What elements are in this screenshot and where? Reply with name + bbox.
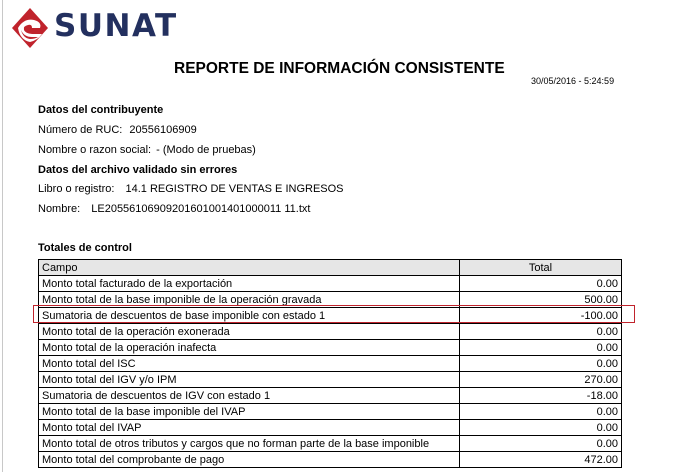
libro-label: Libro o registro:: [38, 183, 115, 195]
cell-campo: Monto total del ISC: [39, 356, 460, 372]
cell-campo: Monto total del IGV y/o IPM: [39, 372, 460, 388]
cell-total: 0.00: [460, 404, 622, 420]
cell-total: 0.00: [460, 356, 622, 372]
table-row: [39, 436, 622, 452]
cell-total: -18.00: [460, 388, 622, 404]
cell-campo: Monto total de la operación exonerada: [39, 324, 460, 340]
ruc-value: 20556106909: [129, 124, 197, 136]
cell-campo: Monto total de la base imponible del IVAP: [39, 404, 460, 420]
cell-total: 0.00: [460, 340, 622, 356]
table-header-row: [39, 260, 622, 276]
nombre-archivo-line: [38, 203, 310, 215]
cell-campo: Sumatoria de descuentos de base imponible con estado 1: [39, 308, 460, 324]
sunat-logo: [10, 6, 200, 52]
sunat-diamond-logo-icon: [10, 6, 50, 50]
cell-campo: Monto total del comprobante de pago: [39, 452, 460, 468]
report-title: REPORTE DE INFORMACIÓN CONSISTENTE: [174, 60, 505, 77]
totales-heading: Totales de control: [38, 242, 132, 254]
razon-social-value: - (Modo de pruebas): [156, 144, 256, 156]
report-datetime: 30/05/2016 - 5:24:59: [531, 76, 615, 86]
ruc-label: Número de RUC:: [38, 124, 123, 136]
cell-total: -100.00: [460, 308, 622, 324]
cell-total: 0.00: [460, 276, 622, 292]
table-row: [39, 388, 622, 404]
table-row: [39, 452, 622, 468]
table-row: [39, 276, 622, 292]
cell-total: 0.00: [460, 436, 622, 452]
cell-campo: Monto total de la operación inafecta: [39, 340, 460, 356]
ruc-line: [38, 124, 197, 136]
table-row: [39, 308, 622, 324]
column-header-campo: Campo: [39, 260, 460, 276]
page-left-border: [2, 0, 3, 472]
column-header-total: Total: [460, 260, 622, 276]
table-row: [39, 292, 622, 308]
cell-total: 0.00: [460, 324, 622, 340]
cell-total: 472.00: [460, 452, 622, 468]
nombre-archivo-value: LE20556106909201601001401000011 11.txt: [91, 203, 311, 215]
table-row: [39, 404, 622, 420]
cell-campo: Monto total de otros tributos y cargos que no forman parte de la base imponible: [39, 436, 460, 452]
nombre-archivo-label: Nombre:: [38, 203, 81, 215]
libro-value: 14.1 REGISTRO DE VENTAS E INGRESOS: [125, 183, 344, 195]
totales-table-body: [39, 276, 622, 468]
table-row: [39, 420, 622, 436]
table-row: [39, 356, 622, 372]
totales-table: [38, 259, 622, 468]
table-row: [39, 340, 622, 356]
cell-total: 500.00: [460, 292, 622, 308]
razon-social-line: [38, 144, 256, 156]
archivo-heading: Datos del archivo validado sin errores: [38, 164, 238, 176]
cell-campo: Monto total del IVAP: [39, 420, 460, 436]
table-row: [39, 372, 622, 388]
cell-campo: Sumatoria de descuentos de IGV con estado 1: [39, 388, 460, 404]
cell-total: 0.00: [460, 420, 622, 436]
table-row: [39, 324, 622, 340]
contribuyente-heading: Datos del contribuyente: [38, 104, 164, 116]
cell-total: 270.00: [460, 372, 622, 388]
cell-campo: Monto total facturado de la exportación: [39, 276, 460, 292]
libro-line: [38, 183, 344, 195]
cell-campo: Monto total de la base imponible de la operación gravada: [39, 292, 460, 308]
razon-social-label: Nombre o razon social:: [38, 144, 152, 156]
logo-wordmark: SUNAT: [54, 8, 178, 44]
